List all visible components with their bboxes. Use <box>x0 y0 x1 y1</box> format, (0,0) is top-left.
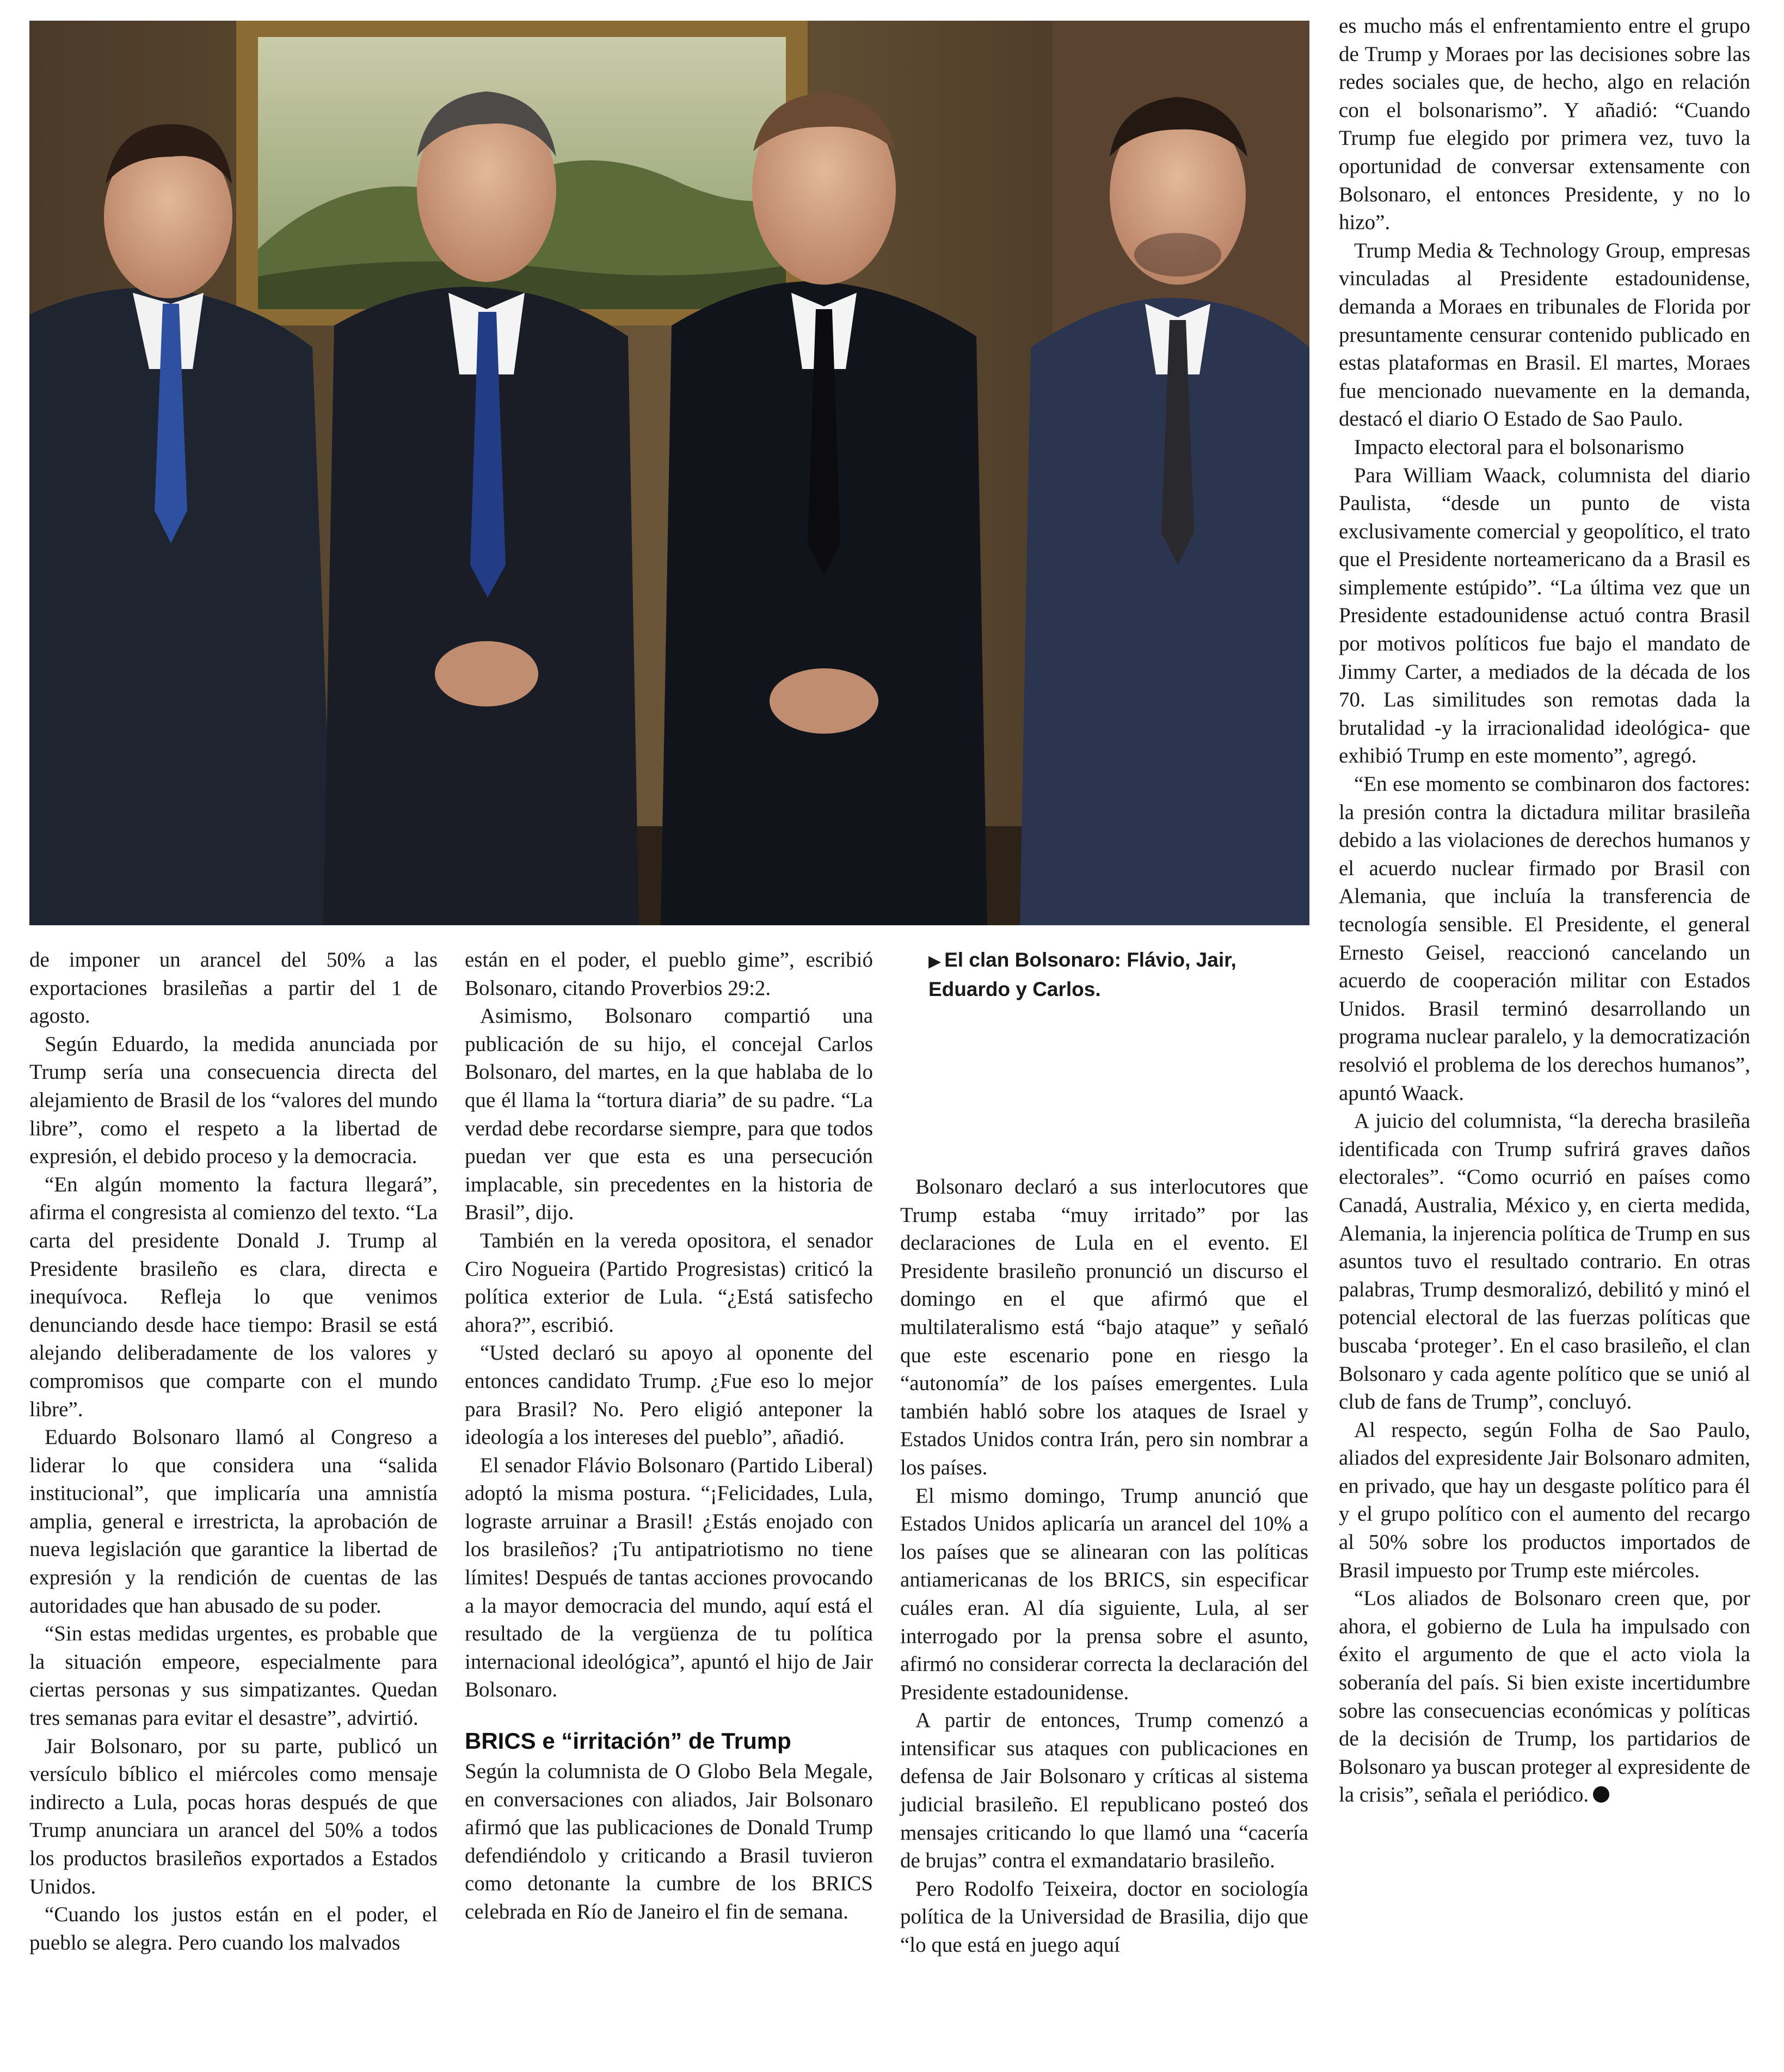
article-column-2 <box>465 946 873 1926</box>
paragraph <box>1339 1584 1750 1809</box>
paragraph: Jair Bolsonaro, por su parte, publicó un versículo bíblico el miércoles como mensaje indirecto a Lula, pocas horas después de que Trump anunciara un arancel del 50% a todos los productos brasileños exportados a Estados Unidos. <box>29 1734 438 1898</box>
paragraph: Trump Media & Technology Group, empresas vinculadas al Presidente estadounidense, demanda a Moraes en tribunales de Florida por presuntamente censurar contenido publicado en estas plataformas en Brasil. El martes, Moraes fue mencionado nuevamente en la demanda, destacó el diario O Estado de Sao Paulo. <box>1339 238 1750 431</box>
paragraph: Bolsonaro declaró a sus interlocutores que Trump estaba “muy irritado” por las declaraciones de Lula en el evento. El Presidente brasileño pronunció un discurso el domingo en el que afirmó que el multilateralismo está “bajo ataque” y señaló que este escenario pone en riesgo la “autonomía” de los países emergentes. Lula también habló sobre los ataques de Israel y Estados Unidos contra Irán, pero sin nombrar a los países. <box>900 1175 1308 1479</box>
paragraph: “Sin estas medidas urgentes, es probable que la situación empeore, especialmente para ciertas personas y sus simpatizantes. Quedan tres semanas para evitar el desastre”, advirtió. <box>29 1622 438 1730</box>
paragraph: “Cuando los justos están en el poder, el pueblo se alegra. Pero cuando los malvados <box>29 1903 438 1954</box>
photo-caption <box>928 946 1309 1003</box>
paragraph: Eduardo Bolsonaro llamó al Congreso a liderar lo que considera una “salida institucional”, que implicaría una amnistía amplia, general e irrestricta, la aprobación de nueva legislación que garantice la libertad de expresión y la rendición de cuentas de las autoridades que han abusado de su poder. <box>29 1425 438 1618</box>
paragraph: Para William Waack, columnista del diario Paulista, “desde un punto de vista exclusivamente comercial y geopolítico, el trato que el Presidente norteamericano da a Brasil es simplemente estúpido”. “La última vez que un Presidente estadounidense actuó contra Brasil por motivos políticos fue bajo el mandato de Jimmy Carter, a mediados de la década de los 70. Las similitudes son remotas dada la brutalidad -y la irracionalidad ideológica- que exhibió Trump en este momento”, agregó. <box>1339 463 1750 768</box>
paragraph: Asimismo, Bolsonaro compartió una publicación de su hijo, el concejal Carlos Bolsonaro, del martes, en la que hablaba de lo que él llama la “tortura diaria” de su padre. “La verdad debe recordarse siempre, para que todos puedan ver que esta es una persecución implacable, sin precedentes en la historia de Brasil”, dijo. <box>465 1004 873 1225</box>
caption-arrow-icon: ▶ <box>928 952 942 970</box>
paragraph: es mucho más el enfrentamiento entre el grupo de Trump y Moraes por las decisiones sobre las redes sociales que, de hecho, algo en relación con el bolsonarismo”. Y añadió: “Cuando Trump fue elegido por primera vez, tuvo la oportunidad de conversar extensamente con Bolsonaro, el entonces Presidente, y no lo hizo”. <box>1339 14 1750 235</box>
section-heading: BRICS e “irritación” de Trump <box>465 1728 791 1754</box>
paragraph: Pero Rodolfo Teixeira, doctor en sociología política de la Universidad de Brasilia, dijo que “lo que está en juego aquí <box>900 1877 1308 1957</box>
group-portrait-illustration <box>29 21 1309 925</box>
article-column-4 <box>1339 12 1750 1809</box>
article-column-3 <box>900 1173 1308 1959</box>
paragraph: de imponer un arancel del 50% a las exportaciones brasileñas a partir del 1 de agosto. <box>29 948 438 1028</box>
paragraph: A partir de entonces, Trump comenzó a intensificar sus ataques con publicaciones en defensa de Jair Bolsonaro y críticas al sistema judicial brasileño. El republicano posteó dos mensajes criticando lo que llamó una “cacería de brujas” contra el exmandatario brasileño. <box>900 1708 1308 1873</box>
caption-text: El clan Bolsonaro: Flávio, Jair, Eduardo y Carlos. <box>928 949 1237 1000</box>
paragraph-text: “Los aliados de Bolsonaro creen que, por ahora, el gobierno de Lula ha impulsado con éxito el argumento de que el acto viola la soberanía del país. Si bien existe incertidumbre sobre las consecuencias económicas y políticas de la decisión de Trump, los partidarios de Bolsonaro ya buscan proteger al expresidente de la crisis”, señala el periódico. <box>1339 1587 1750 1807</box>
article-photo <box>29 21 1309 925</box>
paragraph: “Usted declaró su apoyo al oponente del entonces candidato Trump. ¿Fue eso lo mejor para Brasil? No. Pero eligió anteponer la ideología a los intereses del pueblo”, añadió. <box>465 1341 873 1449</box>
end-of-article-icon <box>1593 1786 1609 1803</box>
paragraph: Según Eduardo, la medida anunciada por Trump sería una consecuencia directa del alejamiento de Brasil de los “valores del mundo libre”, como el respeto a la libertad de expresión, el debido proceso y la democracia. <box>29 1032 438 1169</box>
article-column-1 <box>29 946 438 1957</box>
paragraph: El senador Flávio Bolsonaro (Partido Liberal) adoptó la misma postura. “¡Felicidades, Lula, lograste arruinar a Brasil! ¿Estás enojado con los brasileños? ¡Tu antipatriotismo no tiene límites! Después de tantas acciones provocando a la mayor democracia del mundo, aquí está el resultado de la vergüenza de tu política internacional ideológica”, apuntó el hijo de Jair Bolsonaro. <box>465 1453 873 1702</box>
paragraph: Según la columnista de O Globo Bela Megale, en conversaciones con aliados, Jair Bolsonaro afirmó que las publicaciones de Donald Trump defendiéndolo y criticando a Brasil tuvieron como detonante la cumbre de los BRICS celebrada en Río de Janeiro el fin de semana. <box>465 1760 873 1923</box>
paragraph: “En algún momento la factura llegará”, afirma el congresista al comienzo del texto. “La carta del presidente Donald J. Trump al Presidente brasileño es clara, directa e inequívoca. Refleja lo que venimos denunciando desde hace tiempo: Brasil se está alejando deliberadamente de los valores y compromisos que comparte con el mundo libre”. <box>29 1172 438 1421</box>
paragraph: También en la vereda opositora, el senador Ciro Nogueira (Partido Progresistas) criticó la política exterior de Lula. “¿Está satisfecho ahora?”, escribió. <box>465 1228 873 1337</box>
paragraph: “En ese momento se combinaron dos factores: la presión contra la dictadura militar brasileña debido a las violaciones de derechos humanos y el acuerdo nuclear firmado por Brasil con Alemania, que incluía la transferencia de tecnología sensible. El Presidente, el general Ernesto Geisel, reaccionó cancelando un acuerdo de cooperación militar con Estados Unidos. Brasil terminó desarrollando un programa nuclear paralelo, y la democratización resolvió el problema de los derechos humanos”, apuntó Waack. <box>1339 772 1750 1105</box>
paragraph: El mismo domingo, Trump anunció que Estados Unidos aplicaría un arancel del 10% a los países que se alinearan con las políticas antiamericanas de los BRICS, sin especificar cuáles eran. Al día siguiente, Lula, al ser interrogado por la prensa sobre el asunto, afirmó no considerar correcta la declaración del Presidente estadounidense. <box>900 1484 1308 1704</box>
section-heading: Impacto electoral para el bolsonarismo <box>1354 435 1684 459</box>
paragraph: están en el poder, el pueblo gime”, escribió Bolsonaro, citando Proverbios 29:2. <box>465 948 873 1000</box>
paragraph: A juicio del columnista, “la derecha brasileña identificada con Trump sufrirá graves daños electorales”. “Como ocurrió en países como Canadá, Australia, México y, en cierta medida, Alemania, la injerencia política de Trump en sus asuntos tuvo el resultado contrario. En otras palabras, Trump desmoralizó, debilitó y minó el potencial electoral de las fuerzas políticas que buscaba ‘proteger’. En el caso brasileño, el clan Bolsonaro y cada agente político que se unió al club de fans de Trump”, concluyó. <box>1339 1109 1750 1414</box>
paragraph: Al respecto, según Folha de Sao Paulo, aliados del expresidente Jair Bolsonaro admiten, en privado, que hay un desgaste político para él y el grupo político con el aumento del recargo al 50% sobre los productos importados de Brasil impuesto por Trump este miércoles. <box>1339 1418 1750 1582</box>
